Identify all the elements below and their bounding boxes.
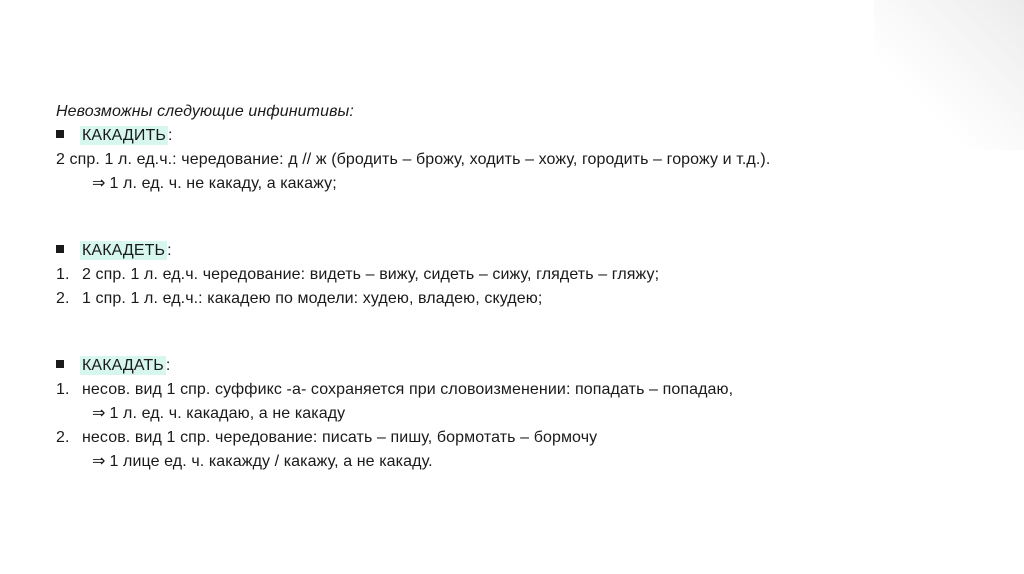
implies-arrow-icon: ⇒ [92, 405, 106, 422]
section-2-title: КАКАДЕТЬ : [56, 241, 172, 261]
section-2-item-1: 1. 2 спр. 1 л. ед.ч. чередование: видеть – вижу, сидеть – сижу, глядеть – гляжу; [56, 266, 660, 283]
implies-arrow-icon: ⇒ [92, 175, 106, 192]
square-bullet-icon [56, 360, 64, 368]
verb-highlight: КАКАДИТЬ [82, 127, 166, 144]
section-1-line-1: 2 спр. 1 л. ед.ч.: чередование: д // ж (бродить – брожу, ходить – хожу, городить – горожу и т.д.). [56, 151, 771, 168]
section-3-item-2-consequence: ⇒ 1 лице ед. ч. какажду / какажу, а не какаду. [92, 453, 433, 470]
section-3-item-2: 2. несов. вид 1 спр. чередование: писать – пишу, бормотать – бормочу [56, 429, 598, 446]
square-bullet-icon [56, 130, 64, 138]
section-1-title: КАКАДИТЬ : [56, 126, 172, 146]
section-3-item-1: 1. несов. вид 1 спр. суффикс -а- сохраняется при словоизменении: попадать – попадаю, [56, 381, 734, 398]
section-3-item-1-consequence: ⇒ 1 л. ед. ч. какадаю, а не какаду [92, 405, 346, 422]
section-3-title: КАКАДАТЬ : [56, 356, 170, 376]
verb-highlight: КАКАДАТЬ [82, 357, 164, 374]
section-1-consequence: ⇒ 1 л. ед. ч. не какаду, а какажу; [92, 175, 337, 192]
square-bullet-icon [56, 245, 64, 253]
implies-arrow-icon: ⇒ [92, 453, 106, 470]
heading: Невозможны следующие инфинитивы: [56, 103, 354, 120]
corner-decoration [874, 0, 1024, 150]
section-2-item-2: 2. 1 спр. 1 л. ед.ч.: какадею по модели: худею, владею, скудею; [56, 290, 543, 307]
verb-highlight: КАКАДЕТЬ [82, 242, 166, 259]
